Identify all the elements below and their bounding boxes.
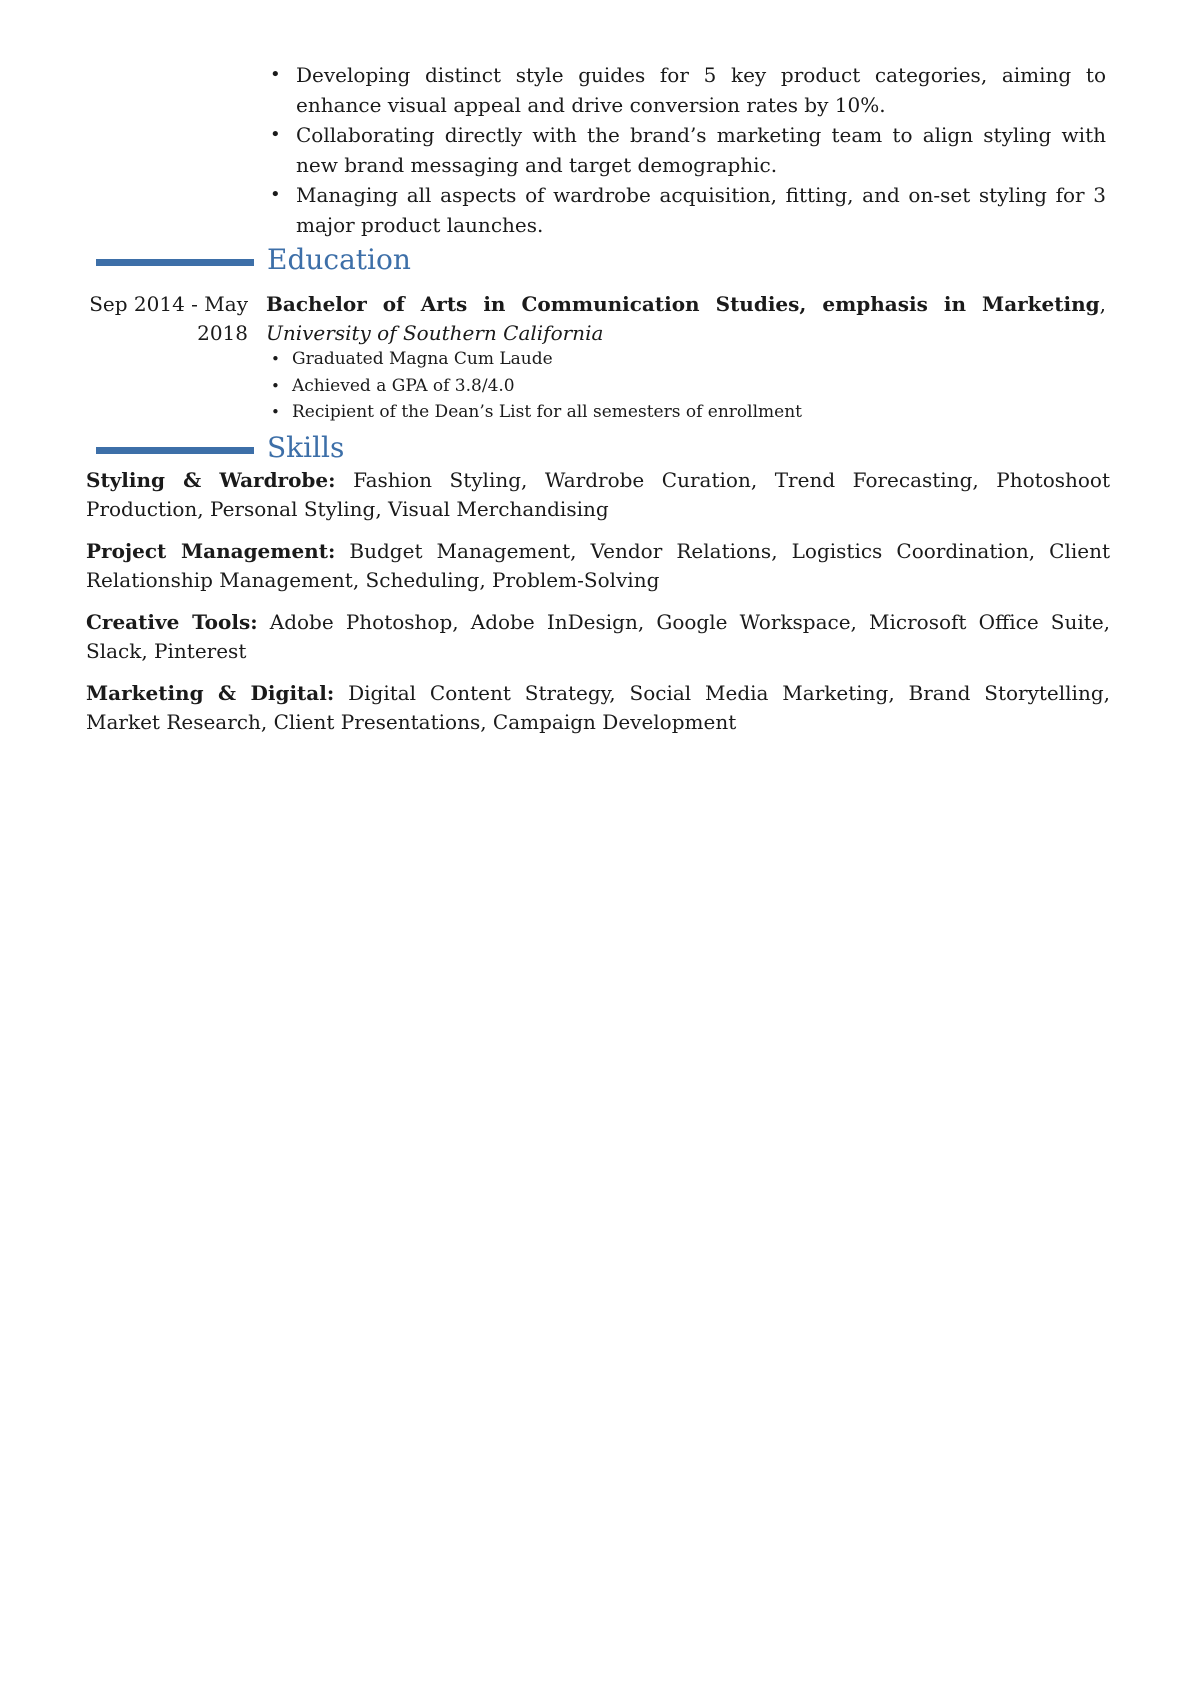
section-title: Skills — [267, 431, 345, 464]
skills-section-heading — [96, 433, 1106, 467]
skill-group — [86, 608, 1110, 666]
experience-bullet-text: Collaborating directly with the brand’s marketing team to align styling with new brand messaging and target demographic. — [296, 123, 1106, 177]
skill-group — [86, 537, 1110, 595]
skill-group-items: Digital Content Strategy, Social Media Marketing, Brand Storytelling, Market Research, Client Presentations, Campaign Development — [86, 681, 1110, 734]
section-accent-bar — [96, 447, 254, 454]
education-section-heading — [96, 245, 1106, 279]
experience-bullet — [266, 180, 1106, 240]
bullet-icon: • — [270, 124, 281, 145]
bullet-icon: • — [271, 350, 280, 368]
education-bullet — [268, 346, 1098, 373]
skill-group — [86, 679, 1110, 737]
degree-school-separator: , — [1099, 292, 1106, 316]
education-bullet-text: Recipient of the Dean’s List for all semesters of enrollment — [292, 402, 802, 422]
degree-title: Bachelor of Arts in Communication Studies, emphasis in Marketing — [266, 292, 1100, 316]
bullet-icon: • — [271, 403, 280, 421]
skill-group-items: Fashion Styling, Wardrobe Curation, Trend Forecasting, Photoshoot Production, Personal Styling, Visual Merchandising — [86, 468, 1111, 521]
skill-group-label: Styling & Wardrobe: — [86, 468, 336, 492]
skill-group — [86, 466, 1110, 524]
section-title: Education — [267, 243, 411, 276]
skill-group-label: Creative Tools: — [86, 610, 258, 634]
skill-group-label: Marketing & Digital: — [86, 681, 335, 705]
education-entry-heading — [266, 290, 1106, 348]
experience-bullet — [266, 120, 1106, 180]
skill-group-label: Project Management: — [86, 539, 336, 563]
education-dates: Sep 2014 - May 2018 — [89, 292, 248, 345]
education-bullet-text: Graduated Magna Cum Laude — [292, 349, 553, 369]
education-bullet-list — [268, 346, 1098, 426]
experience-bullet-text: Managing all aspects of wardrobe acquisition, fitting, and on-set styling for 3 major product launches. — [296, 183, 1106, 237]
skill-group-items: Adobe Photoshop, Adobe InDesign, Google Workspace, Microsoft Office Suite, Slack, Pinterest — [86, 610, 1111, 663]
bullet-icon: • — [271, 376, 280, 395]
experience-bullet-list — [266, 60, 1106, 240]
education-bullet-text: Achieved a GPA of 3.8/4.0 — [292, 375, 515, 396]
school-name: University of Southern California — [266, 321, 604, 345]
skills-list — [86, 466, 1110, 750]
section-accent-bar — [96, 259, 254, 266]
experience-bullet-text: Developing distinct style guides for 5 key product categories, aiming to enhance visual appeal and drive conversion rates by 10%. — [296, 63, 1106, 117]
bullet-icon: • — [270, 184, 281, 205]
education-bullet — [268, 399, 1098, 426]
bullet-icon: • — [270, 64, 281, 85]
experience-bullet — [266, 60, 1106, 120]
skill-group-items: Budget Management, Vendor Relations, Logistics Coordination, Client Relationship Management, Scheduling, Problem-Solving — [86, 539, 1110, 592]
education-bullet — [268, 373, 1098, 400]
